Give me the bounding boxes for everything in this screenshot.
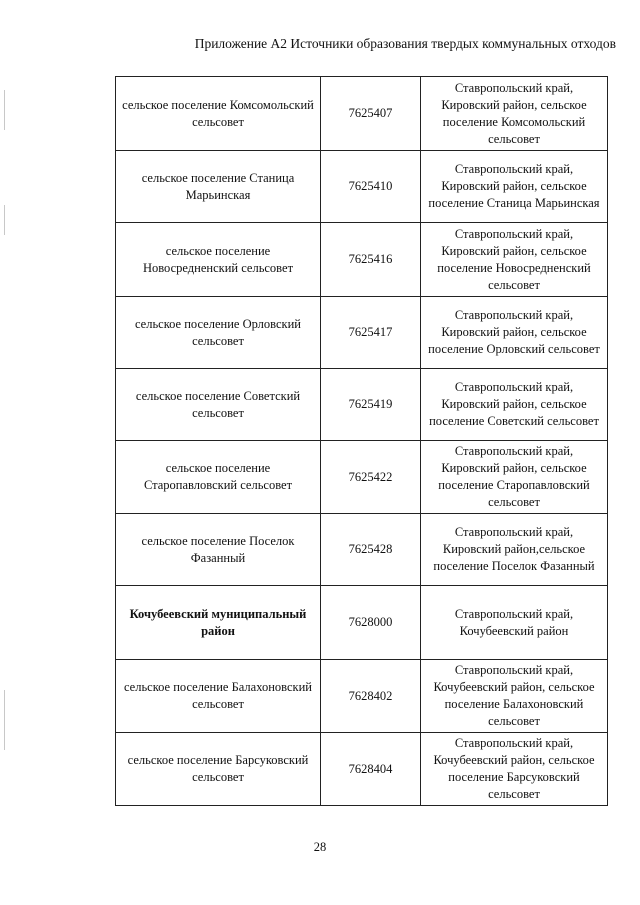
settlement-name-cell: сельское поселение Старопавловский сельсовет bbox=[116, 441, 321, 514]
location-cell: Ставропольский край, Кировский район, сельское поселение Старопавловский сельсовет bbox=[421, 441, 608, 514]
scan-edge-mark bbox=[4, 90, 5, 130]
scan-edge-mark bbox=[4, 690, 5, 750]
oktmo-code-cell: 7625417 bbox=[321, 297, 421, 369]
settlement-name-cell: сельское поселение Советский сельсовет bbox=[116, 369, 321, 441]
scan-edge-mark bbox=[4, 205, 5, 235]
oktmo-code-cell: 7625416 bbox=[321, 223, 421, 297]
settlement-name-cell: сельское поселение Станица Марьинская bbox=[116, 151, 321, 223]
oktmo-code-cell: 7625422 bbox=[321, 441, 421, 514]
location-cell: Ставропольский край, Кировский район, сельское поселение Орловский сельсовет bbox=[421, 297, 608, 369]
oktmo-code-cell: 7625407 bbox=[321, 77, 421, 151]
location-cell: Ставропольский край, Кировский район, сельское поселение Советский сельсовет bbox=[421, 369, 608, 441]
table-row bbox=[116, 586, 608, 660]
settlement-name-cell: Кочубеевский муниципальный район bbox=[116, 586, 321, 660]
table-row bbox=[116, 514, 608, 586]
waste-sources-table bbox=[115, 76, 608, 806]
location-cell: Ставропольский край, Кочубеевский район, сельское поселение Балахоновский сельсовет bbox=[421, 660, 608, 733]
table-row bbox=[116, 441, 608, 514]
oktmo-code-cell: 7625419 bbox=[321, 369, 421, 441]
settlement-name-cell: сельское поселение Комсомольский сельсовет bbox=[116, 77, 321, 151]
location-cell: Ставропольский край, Кировский район, сельское поселение Станица Марьинская bbox=[421, 151, 608, 223]
location-cell: Ставропольский край, Кочубеевский район bbox=[421, 586, 608, 660]
location-cell: Ставропольский край, Кировский район, сельское поселение Новосредненский сельсовет bbox=[421, 223, 608, 297]
table-row bbox=[116, 151, 608, 223]
page-number: 28 bbox=[313, 840, 327, 854]
oktmo-code-cell: 7628404 bbox=[321, 733, 421, 806]
oktmo-code-cell: 7625410 bbox=[321, 151, 421, 223]
settlement-name-cell: сельское поселение Новосредненский сельсовет bbox=[116, 223, 321, 297]
oktmo-code-cell: 7628000 bbox=[321, 586, 421, 660]
location-cell: Ставропольский край, Кировский район,сельское поселение Поселок Фазанный bbox=[421, 514, 608, 586]
settlement-name-cell: сельское поселение Поселок Фазанный bbox=[116, 514, 321, 586]
location-cell: Ставропольский край, Кочубеевский район, сельское поселение Барсуковский сельсовет bbox=[421, 733, 608, 806]
table-body bbox=[116, 77, 608, 806]
settlement-name-cell: сельское поселение Орловский сельсовет bbox=[116, 297, 321, 369]
settlement-name-cell: сельское поселение Балахоновский сельсовет bbox=[116, 660, 321, 733]
table-row bbox=[116, 297, 608, 369]
oktmo-code-cell: 7628402 bbox=[321, 660, 421, 733]
oktmo-code-cell: 7625428 bbox=[321, 514, 421, 586]
table-row bbox=[116, 77, 608, 151]
table-row bbox=[116, 733, 608, 806]
table-row bbox=[116, 369, 608, 441]
table-row bbox=[116, 223, 608, 297]
location-cell: Ставропольский край, Кировский район, сельское поселение Комсомольский сельсовет bbox=[421, 77, 608, 151]
page-header-title: Приложение А2 Источники образования твердых коммунальных отходов bbox=[194, 36, 616, 51]
settlement-name-cell: сельское поселение Барсуковский сельсовет bbox=[116, 733, 321, 806]
table-row bbox=[116, 660, 608, 733]
